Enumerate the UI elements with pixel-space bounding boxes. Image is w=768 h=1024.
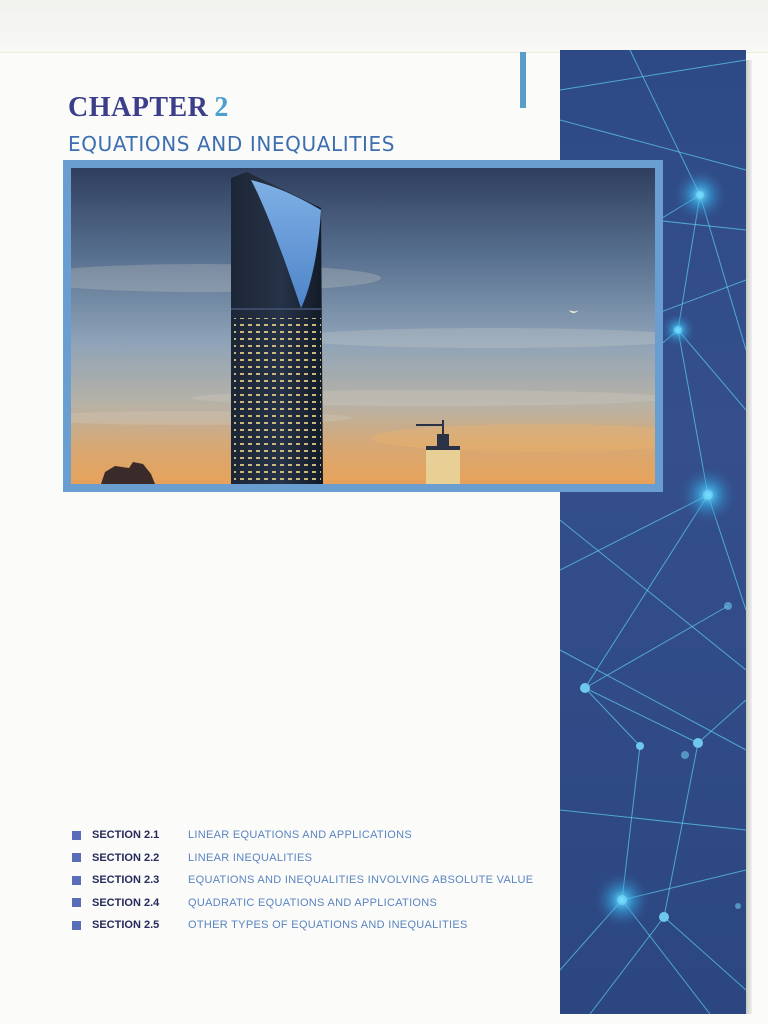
skyscraper-photo [71,168,655,484]
chapter-label: CHAPTER [68,92,209,123]
chapter-photo-frame [63,160,663,492]
section-title: LINEAR EQUATIONS AND APPLICATIONS [188,829,413,842]
square-bullet-icon [72,898,81,907]
list-item [72,914,552,937]
section-number: SECTION 2.2 [92,851,160,864]
square-bullet-icon [72,921,81,930]
chapter-number: 2 [214,92,229,123]
square-bullet-icon [72,876,81,885]
section-title: OTHER TYPES OF EQUATIONS AND INEQUALITIES [188,919,468,932]
list-item [72,847,552,870]
list-item [72,892,552,915]
section-number: SECTION 2.4 [92,896,160,909]
section-title: LINEAR INEQUALITIES [188,851,313,864]
section-number: SECTION 2.5 [92,919,160,932]
section-title: EQUATIONS AND INEQUALITIES INVOLVING ABSOLUTE VALUE [188,874,534,887]
section-number: SECTION 2.3 [92,874,160,887]
top-band [0,0,768,53]
chapter-heading [68,92,229,124]
section-number: SECTION 2.1 [92,829,160,842]
section-list [72,824,552,937]
square-bullet-icon [72,831,81,840]
accent-bar [520,52,526,108]
panel-shadow-edge [746,60,752,1014]
list-item [72,824,552,847]
section-title: QUADRATIC EQUATIONS AND APPLICATIONS [188,896,438,909]
list-item [72,869,552,892]
square-bullet-icon [72,853,81,862]
chapter-subtitle: EQUATIONS AND INEQUALITIES [68,132,396,156]
